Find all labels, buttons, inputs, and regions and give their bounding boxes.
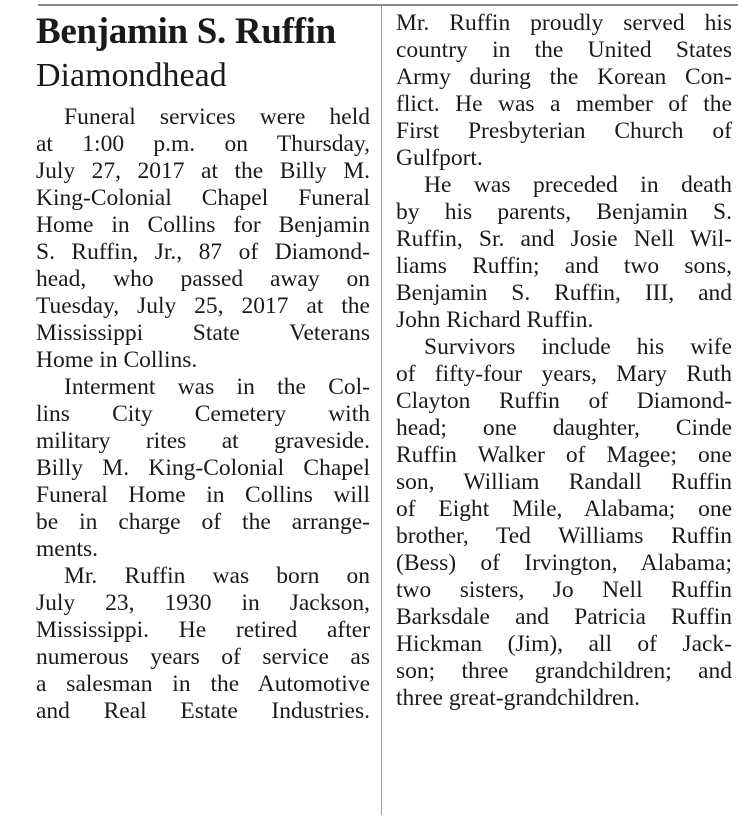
text-line: of Eight Mile, Alabama; one xyxy=(396,496,732,522)
text-line: at 1:00 p.m. on Thursday, xyxy=(36,131,370,157)
text-line: July 23, 1930 in Jackson, xyxy=(36,590,370,616)
text-line: Ruffin Walker of Magee; one xyxy=(396,442,732,468)
column-divider xyxy=(381,6,382,815)
text-line: head, who passed away on xyxy=(36,266,370,292)
text-line: Mississippi. He retired after xyxy=(36,617,370,643)
text-line: Mississippi State Veterans xyxy=(36,320,370,346)
text-line: Survivors include his wife xyxy=(424,334,732,360)
text-line: Tuesday, July 25, 2017 at the xyxy=(36,293,370,319)
text-line: lins City Cemetery with xyxy=(36,401,370,427)
text-line: Barksdale and Patricia Ruffin xyxy=(396,604,732,630)
text-line: Mr. Ruffin was born on xyxy=(64,563,370,589)
text-line: July 27, 2017 at the Billy M. xyxy=(36,158,370,184)
text-line: son; three grandchildren; and xyxy=(396,658,732,684)
text-line: two sisters, Jo Nell Ruffin xyxy=(396,577,732,603)
text-line: First Presbyterian Church of xyxy=(396,118,732,144)
text-line: Funeral services were held xyxy=(64,104,370,130)
text-line: John Richard Ruffin. xyxy=(396,307,594,333)
text-line: Home in Collins. xyxy=(36,347,198,373)
text-line: Billy M. King-Colonial Chapel xyxy=(36,455,370,481)
text-line: Benjamin S. Ruffin, III, and xyxy=(396,280,732,306)
text-line: Clayton Ruffin of Diamond- xyxy=(396,388,732,414)
text-line: Army during the Korean Con- xyxy=(396,64,732,90)
text-line: be in charge of the arrange- xyxy=(36,509,370,535)
text-line: King-Colonial Chapel Funeral xyxy=(36,185,370,211)
text-line: Mr. Ruffin proudly served his xyxy=(396,10,732,36)
text-line: (Bess) of Irvington, Alabama; xyxy=(396,550,732,576)
text-line: a salesman in the Automotive xyxy=(36,671,370,697)
text-line: military rites at graveside. xyxy=(36,428,370,454)
text-line: by his parents, Benjamin S. xyxy=(396,199,732,225)
text-line: S. Ruffin, Jr., 87 of Diamond- xyxy=(36,239,370,265)
text-line: liams Ruffin; and two sons, xyxy=(396,253,732,279)
text-line: ments. xyxy=(36,536,99,562)
obituary-location: Diamondhead xyxy=(36,57,227,94)
obituary-name: Benjamin S. Ruffin xyxy=(36,11,336,52)
text-line: and Real Estate Industries. xyxy=(36,698,370,724)
text-line: of fifty-four years, Mary Ruth xyxy=(396,361,732,387)
text-line: Hickman (Jim), all of Jack- xyxy=(396,631,732,657)
text-line: son, William Randall Ruffin xyxy=(396,469,732,495)
text-line: Funeral Home in Collins will xyxy=(36,482,370,508)
text-line: Home in Collins for Benjamin xyxy=(36,212,370,238)
text-line: numerous years of service as xyxy=(36,644,370,670)
text-line: country in the United States xyxy=(396,37,732,63)
text-line: Interment was in the Col- xyxy=(64,374,370,400)
text-line: flict. He was a member of the xyxy=(396,91,732,117)
top-rule xyxy=(38,4,738,6)
text-line: three great-grandchildren. xyxy=(396,685,641,711)
text-line: Ruffin, Sr. and Josie Nell Wil- xyxy=(396,226,732,252)
text-line: brother, Ted Williams Ruffin xyxy=(396,523,732,549)
text-line: Gulfport. xyxy=(396,145,483,171)
text-line: He was preceded in death xyxy=(424,172,732,198)
text-line: head; one daughter, Cinde xyxy=(396,415,732,441)
